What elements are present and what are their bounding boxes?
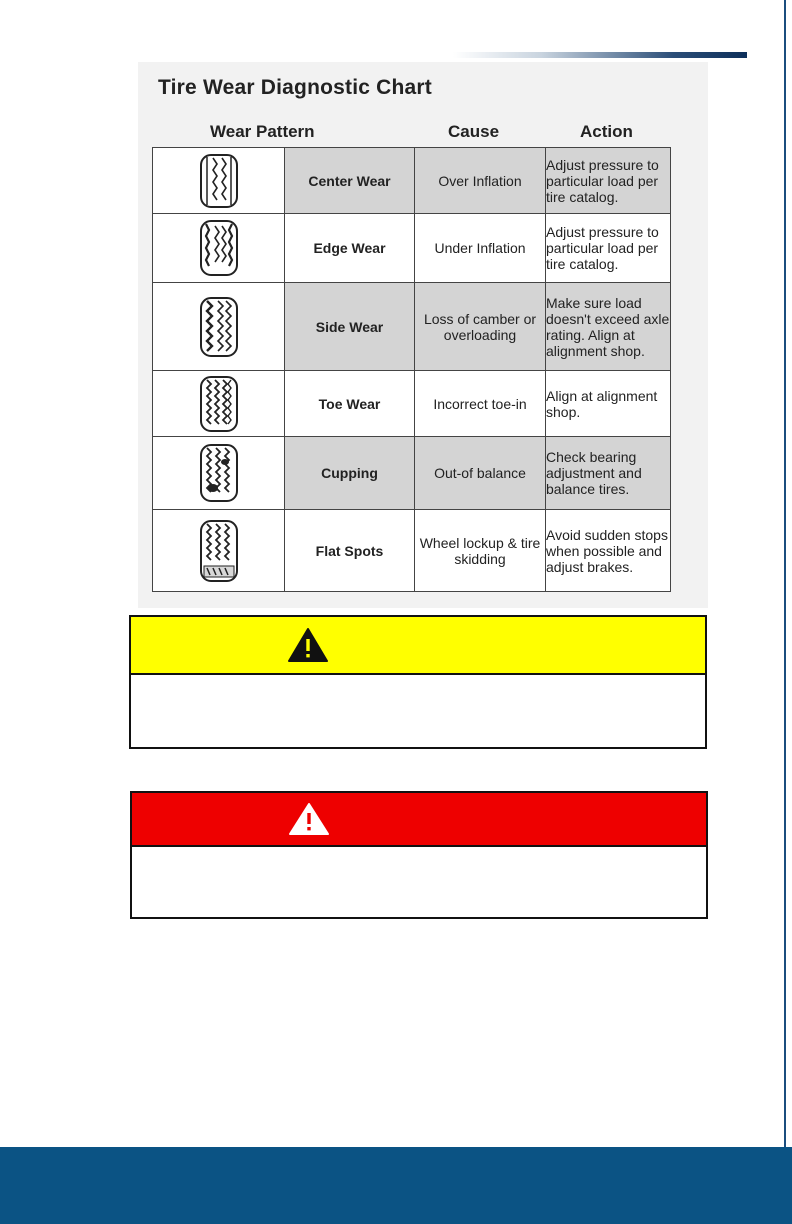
table-row xyxy=(153,148,671,214)
action-cell: Adjust pressure to particular load per tire catalog. xyxy=(546,148,671,214)
action-cell: Check bearing adjustment and balance tires. xyxy=(546,437,671,510)
column-header-wear-pattern: Wear Pattern xyxy=(210,122,315,141)
warning-band xyxy=(132,793,706,847)
cause-cell: Out-of balance xyxy=(415,437,546,510)
column-header-action: Action xyxy=(580,122,633,141)
action-cell: Avoid sudden stops when possible and adjust brakes. xyxy=(546,510,671,592)
edge-wear-tire-icon xyxy=(189,218,249,278)
cupping-tire-icon xyxy=(189,442,249,504)
table-row xyxy=(153,371,671,437)
action-cell: Align at alignment shop. xyxy=(546,371,671,437)
wear-table xyxy=(152,147,671,592)
table-row xyxy=(153,437,671,510)
wear-pattern-name: Flat Spots xyxy=(285,510,415,592)
wear-pattern-name: Center Wear xyxy=(285,148,415,214)
wear-pattern-image-cell xyxy=(153,283,285,371)
cause-cell: Incorrect toe-in xyxy=(415,371,546,437)
action-cell: Adjust pressure to particular load per tire catalog. xyxy=(546,214,671,283)
chart-title: Tire Wear Diagnostic Chart xyxy=(158,76,432,99)
wear-pattern-name: Cupping xyxy=(285,437,415,510)
wear-pattern-image-cell xyxy=(153,510,285,592)
wear-pattern-image-cell xyxy=(153,148,285,214)
tire-wear-chart xyxy=(138,62,708,608)
table-row xyxy=(153,510,671,592)
header-gradient-bar xyxy=(453,52,747,58)
page-edge-rule xyxy=(784,0,786,1150)
toe-wear-tire-icon xyxy=(189,374,249,434)
wear-pattern-name: Toe Wear xyxy=(285,371,415,437)
caution-notice xyxy=(129,615,707,749)
action-cell: Make sure load doesn't exceed axle rating. Align at alignment shop. xyxy=(546,283,671,371)
side-wear-tire-icon xyxy=(189,295,249,359)
center-wear-tire-icon xyxy=(189,152,249,210)
caution-band xyxy=(131,617,705,675)
column-header-cause: Cause xyxy=(448,122,500,141)
wear-pattern-image-cell xyxy=(153,214,285,283)
wear-pattern-name: Side Wear xyxy=(285,283,415,371)
table-row xyxy=(153,214,671,283)
warning-notice xyxy=(130,791,708,919)
cause-cell: Wheel lockup & tire skidding xyxy=(415,510,546,592)
page-footer-bar xyxy=(0,1147,792,1224)
cause-cell: Loss of camber or overloading xyxy=(415,283,546,371)
flat-spots-tire-icon xyxy=(189,518,249,584)
caution-triangle-icon xyxy=(287,627,329,663)
warning-triangle-icon xyxy=(288,802,330,836)
wear-pattern-image-cell xyxy=(153,371,285,437)
table-row xyxy=(153,283,671,371)
wear-pattern-image-cell xyxy=(153,437,285,510)
cause-cell: Under Inflation xyxy=(415,214,546,283)
wear-pattern-name: Edge Wear xyxy=(285,214,415,283)
cause-cell: Over Inflation xyxy=(415,148,546,214)
